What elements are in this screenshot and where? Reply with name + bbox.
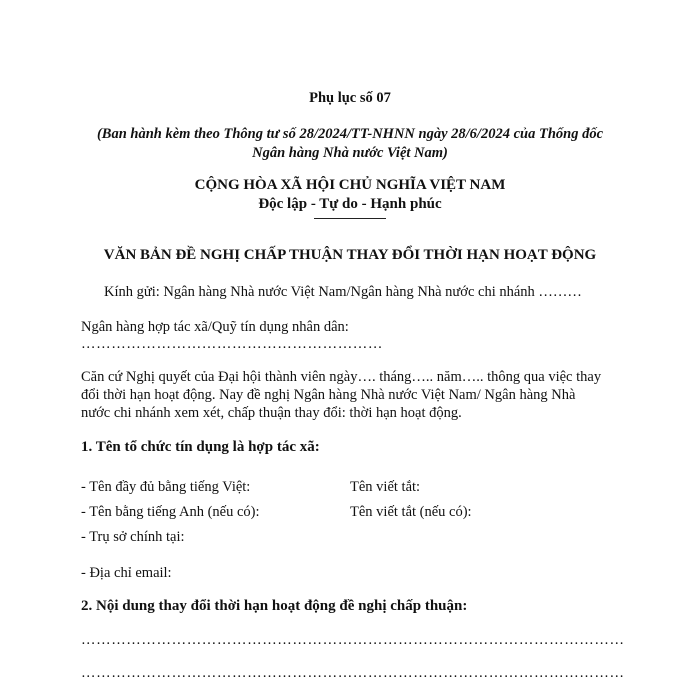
abbrev-optional-label: Tên viết tắt (nếu có):	[350, 504, 472, 520]
national-motto: Độc lập - Tự do - Hạnh phúc	[258, 196, 442, 212]
section2-dots-2: ………………………………………………………………………………………………	[81, 665, 625, 681]
section2-dots-1: ………………………………………………………………………………………………	[81, 632, 625, 648]
section1-heading: 1. Tên tổ chức tín dụng là hợp tác xã:	[81, 439, 320, 455]
national-header: CỘNG HÒA XÃ HỘI CHỦ NGHĨA VIỆT NAM	[194, 177, 506, 193]
body-line-1: Căn cứ Nghị quyết của Đại hội thành viên ngày…. tháng….. năm….. thông qua việc thay	[81, 369, 602, 385]
section2-heading: 2. Nội dung thay đổi thời hạn hoạt động đề nghị chấp thuận:	[81, 598, 468, 614]
document-title: VĂN BẢN ĐỀ NGHỊ CHẤP THUẬN THAY ĐỔI THỜI HẠN HOẠT ĐỘNG	[103, 247, 597, 263]
email-label: - Địa chỉ email:	[81, 565, 172, 581]
applicant-label: Ngân hàng hợp tác xã/Quỹ tín dụng nhân dân:	[81, 319, 349, 335]
head-office-label: - Trụ sở chính tại:	[81, 529, 185, 545]
appendix-subtitle-line1: (Ban hành kèm theo Thông tư số 28/2024/TT-NHNN ngày 28/6/2024 của Thống đốc	[96, 126, 604, 142]
body-line-2: đổi thời hạn hoạt động. Nay đề nghị Ngân hàng Nhà nước Việt Nam/ Ngân hàng Nhà	[81, 387, 576, 403]
abbrev-label: Tên viết tắt:	[350, 479, 421, 495]
appendix-title: Phụ lục số 07	[309, 90, 391, 106]
appendix-subtitle-line2: Ngân hàng Nhà nước Việt Nam)	[252, 145, 448, 161]
motto-underline	[314, 218, 386, 219]
full-name-vi-label: - Tên đầy đủ bằng tiếng Việt:	[81, 479, 251, 495]
applicant-dots: ……………………………………………………	[81, 336, 383, 352]
recipient-line: Kính gửi: Ngân hàng Nhà nước Việt Nam/Ngân hàng Nhà nước chi nhánh ………	[104, 284, 582, 300]
name-en-label: - Tên bằng tiếng Anh (nếu có):	[81, 504, 260, 520]
body-line-3: nước chi nhánh xem xét, chấp thuận thay đổi: thời hạn hoạt động.	[81, 405, 462, 421]
